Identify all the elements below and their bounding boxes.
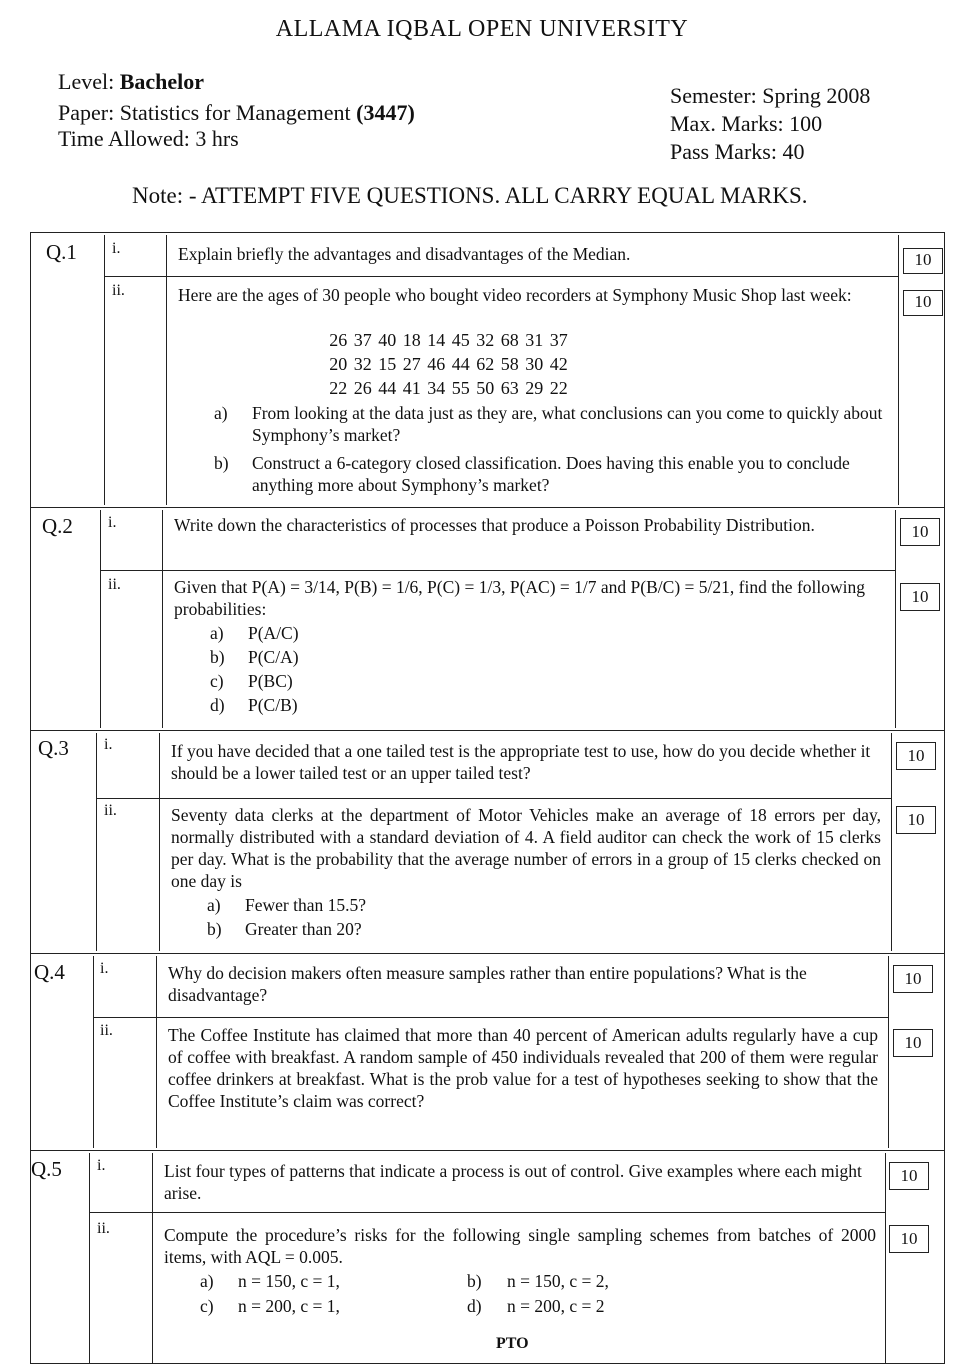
- sub-text: P(C/B): [248, 695, 298, 715]
- question-text: Here are the ages of 30 people who bought video recorders at Symphony Music Shop last week:: [178, 285, 852, 305]
- sub-letter: d): [467, 1296, 482, 1316]
- paper-line: [58, 99, 415, 126]
- max-marks: Max. Marks: 100: [670, 111, 823, 136]
- data-row: 20 32 15 27 46 44 62 58 30 42: [329, 354, 568, 374]
- question-label: Q.3: [38, 736, 69, 760]
- question-text: Seventy data clerks at the department of Motor Vehicles make an average of 18 errors per day, normally distributed with a standard deviation of 4. A field auditor can check the work of 15 clerks per day. What is the probability that the average number of errors in a group of 15 clerks checked on one day is: [171, 805, 881, 891]
- sub-letter: c): [200, 1296, 214, 1316]
- question-text: Why do decision makers often measure samples rather than entire populations? What is the disadvantage?: [168, 963, 807, 1005]
- question-text: Explain briefly the advantages and disadvantages of the Median.: [178, 244, 631, 264]
- question-text: List four types of patterns that indicate a process is out of control. Give examples where each might arise.: [164, 1161, 862, 1203]
- sub-letter: b): [467, 1271, 482, 1291]
- part-number: i.: [104, 736, 113, 753]
- sub-text: From looking at the data just as they are, what conclusions can you come to quickly about Symphony’s market?: [252, 403, 883, 445]
- sub-letter: b): [214, 453, 229, 473]
- part-number: i.: [97, 1157, 106, 1174]
- marks-value: 10: [914, 292, 932, 311]
- part-number: ii.: [108, 576, 121, 593]
- marks-value: 10: [904, 1033, 922, 1052]
- sub-text: n = 200, c = 2: [507, 1296, 605, 1316]
- marks-value: 10: [900, 1229, 918, 1248]
- semester: Semester: Spring 2008: [670, 83, 871, 108]
- part-number: ii.: [112, 282, 125, 299]
- marks-value: 10: [904, 969, 922, 988]
- sub-text: n = 150, c = 1,: [238, 1271, 340, 1291]
- part-number: i.: [100, 960, 109, 977]
- question-label: Q.4: [34, 960, 65, 984]
- sub-letter: a): [200, 1271, 214, 1291]
- marks-value: 10: [907, 810, 925, 829]
- sub-text: P(BC): [248, 671, 293, 691]
- question-text: Given that P(A) = 3/14, P(B) = 1/6, P(C) = 1/3, P(AC) = 1/7 and P(B/C) = 5/21, find the following probabilities:: [174, 577, 865, 619]
- question-label: Q.5: [31, 1157, 62, 1181]
- instructions-note: Note: - ATTEMPT FIVE QUESTIONS. ALL CARRY EQUAL MARKS.: [132, 183, 808, 208]
- question-text: If you have decided that a one tailed test is the appropriate test to use, how do you decide whether it should be a lower tailed test or an upper tailed test?: [171, 741, 871, 783]
- question-text: Compute the procedure’s risks for the following single sampling schemes from batches of 2000 items, with AQL = 0.005.: [164, 1225, 876, 1267]
- sub-letter: a): [214, 403, 228, 423]
- question-text: The Coffee Institute has claimed that more than 40 percent of American adults regularly have a cup of coffee with breakfast. A random sample of 450 individuals revealed that 200 of them were regular coffee drinkers at breakfast. What is the prob value for a test of hypotheses seeking to show that the Coffee Institute’s claim was correct?: [168, 1025, 878, 1111]
- level-value: Bachelor: [119, 69, 205, 94]
- sub-letter: c): [210, 671, 224, 691]
- sub-letter: b): [210, 647, 225, 667]
- part-number: ii.: [97, 1220, 110, 1237]
- part-number: ii.: [104, 802, 117, 819]
- pto-label: PTO: [496, 1335, 529, 1352]
- part-number: ii.: [100, 1022, 113, 1039]
- question-label: Q.1: [46, 240, 77, 264]
- sub-letter: a): [210, 623, 224, 643]
- sub-text: n = 150, c = 2,: [507, 1271, 609, 1291]
- level-line: [58, 68, 204, 95]
- sub-text: Greater than 20?: [245, 919, 362, 939]
- sub-text: n = 200, c = 1,: [238, 1296, 340, 1316]
- university-title: ALLAMA IQBAL OPEN UNIVERSITY: [275, 16, 689, 42]
- sub-letter: d): [210, 695, 225, 715]
- question-text: Write down the characteristics of processes that produce a Poisson Probability Distribution.: [174, 515, 815, 535]
- part-number: i.: [112, 240, 121, 257]
- pass-marks: Pass Marks: 40: [670, 139, 805, 164]
- time-allowed: Time Allowed: 3 hrs: [58, 126, 239, 151]
- data-row: 22 26 44 41 34 55 50 63 29 22: [329, 378, 568, 398]
- marks-value: 10: [914, 250, 932, 269]
- marks-value: 10: [900, 1166, 918, 1185]
- sub-text: Construct a 6-category closed classification. Does having this enable you to conclude anything more about Symphony’s market?: [252, 453, 850, 495]
- sub-text: P(A/C): [248, 623, 299, 643]
- marks-value: 10: [911, 522, 929, 541]
- part-number: i.: [108, 514, 117, 531]
- sub-text: Fewer than 15.5?: [245, 895, 367, 915]
- sub-text: P(C/A): [248, 647, 299, 667]
- data-row: 26 37 40 18 14 45 32 68 31 37: [329, 330, 568, 350]
- paper-label: Paper: Statistics for Management: [58, 100, 357, 125]
- sub-letter: a): [207, 895, 221, 915]
- marks-value: 10: [911, 587, 929, 606]
- level-label: Level:: [58, 69, 120, 94]
- marks-value: 10: [907, 746, 925, 765]
- paper-code: (3447): [356, 100, 415, 125]
- sub-letter: b): [207, 919, 222, 939]
- question-label: Q.2: [42, 514, 73, 538]
